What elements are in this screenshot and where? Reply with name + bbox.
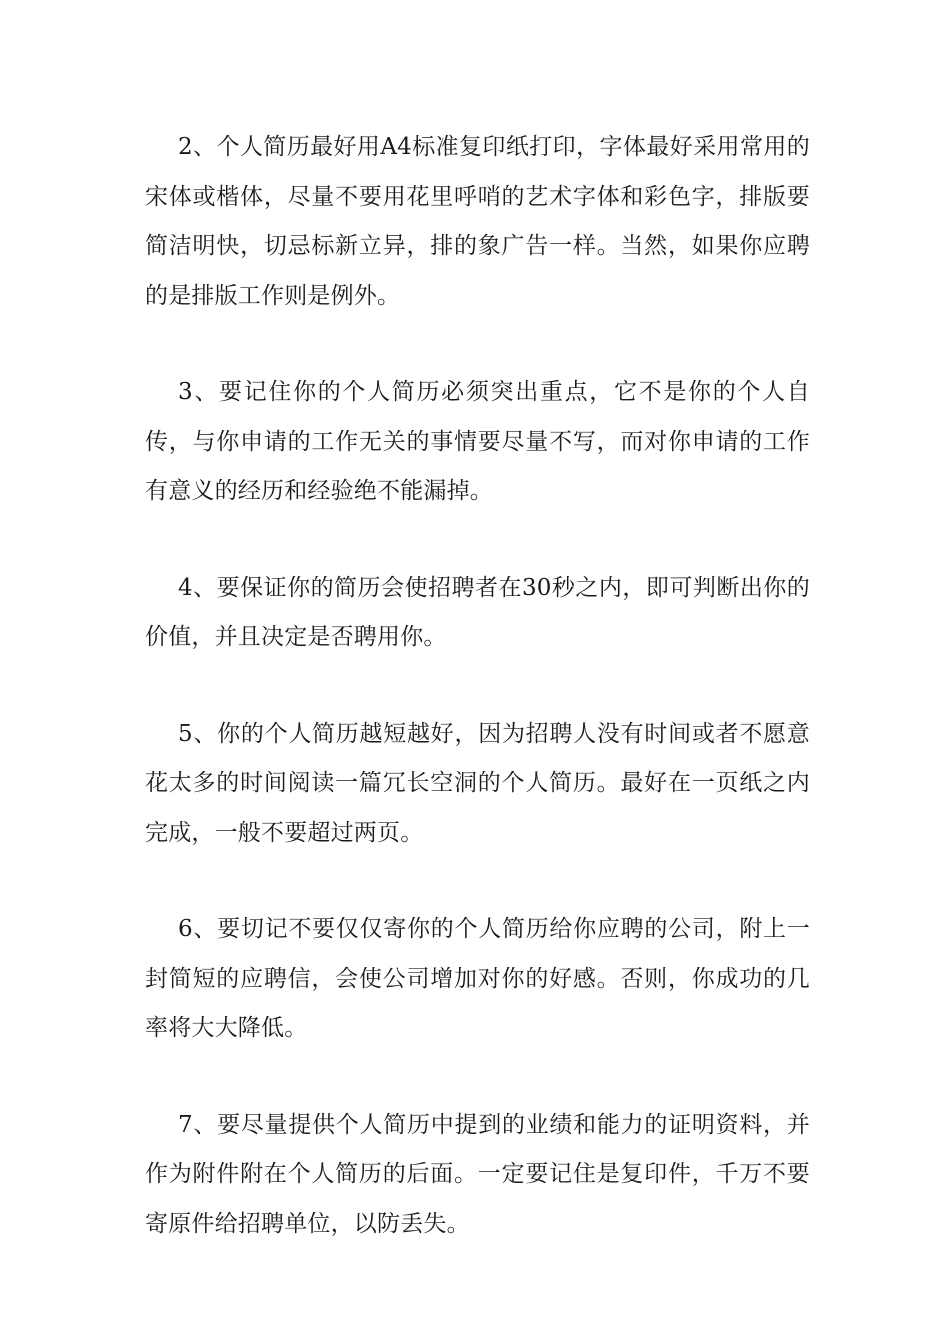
paragraph-tip-5: 5、你的个人简历越短越好，因为招聘人没有时间或者不愿意花太多的时间阅读一篇冗长空洞的个人简历。最好在一页纸之内完成，一般不要超过两页。 xyxy=(145,720,810,846)
paragraph-tip-4: 4、要保证你的简历会使招聘者在30秒之内，即可判断出你的价值，并且决定是否聘用你。 xyxy=(145,574,810,650)
paragraph-tip-2: 2、个人简历最好用A4标准复印纸打印，字体最好采用常用的宋体或楷体，尽量不要用花里呼哨的艺术字体和彩色字，排版要简洁明快，切忌标新立异，排的象广告一样。当然，如果你应聘的是排版工作则是例外。 xyxy=(145,134,810,309)
document-body xyxy=(145,123,810,1296)
paragraph-tip-7: 7、要尽量提供个人简历中提到的业绩和能力的证明资料，并作为附件附在个人简历的后面。一定要记住是复印件，千万不要寄原件给招聘单位，以防丢失。 xyxy=(145,1111,810,1237)
paragraph-tip-6: 6、要切记不要仅仅寄你的个人简历给你应聘的公司，附上一封简短的应聘信，会使公司增加对你的好感。否则，你成功的几率将大大降低。 xyxy=(145,916,810,1041)
paragraph-tip-3: 3、要记住你的个人简历必须突出重点，它不是你的个人自传，与你申请的工作无关的事情要尽量不写，而对你申请的工作有意义的经历和经验绝不能漏掉。 xyxy=(145,379,810,504)
